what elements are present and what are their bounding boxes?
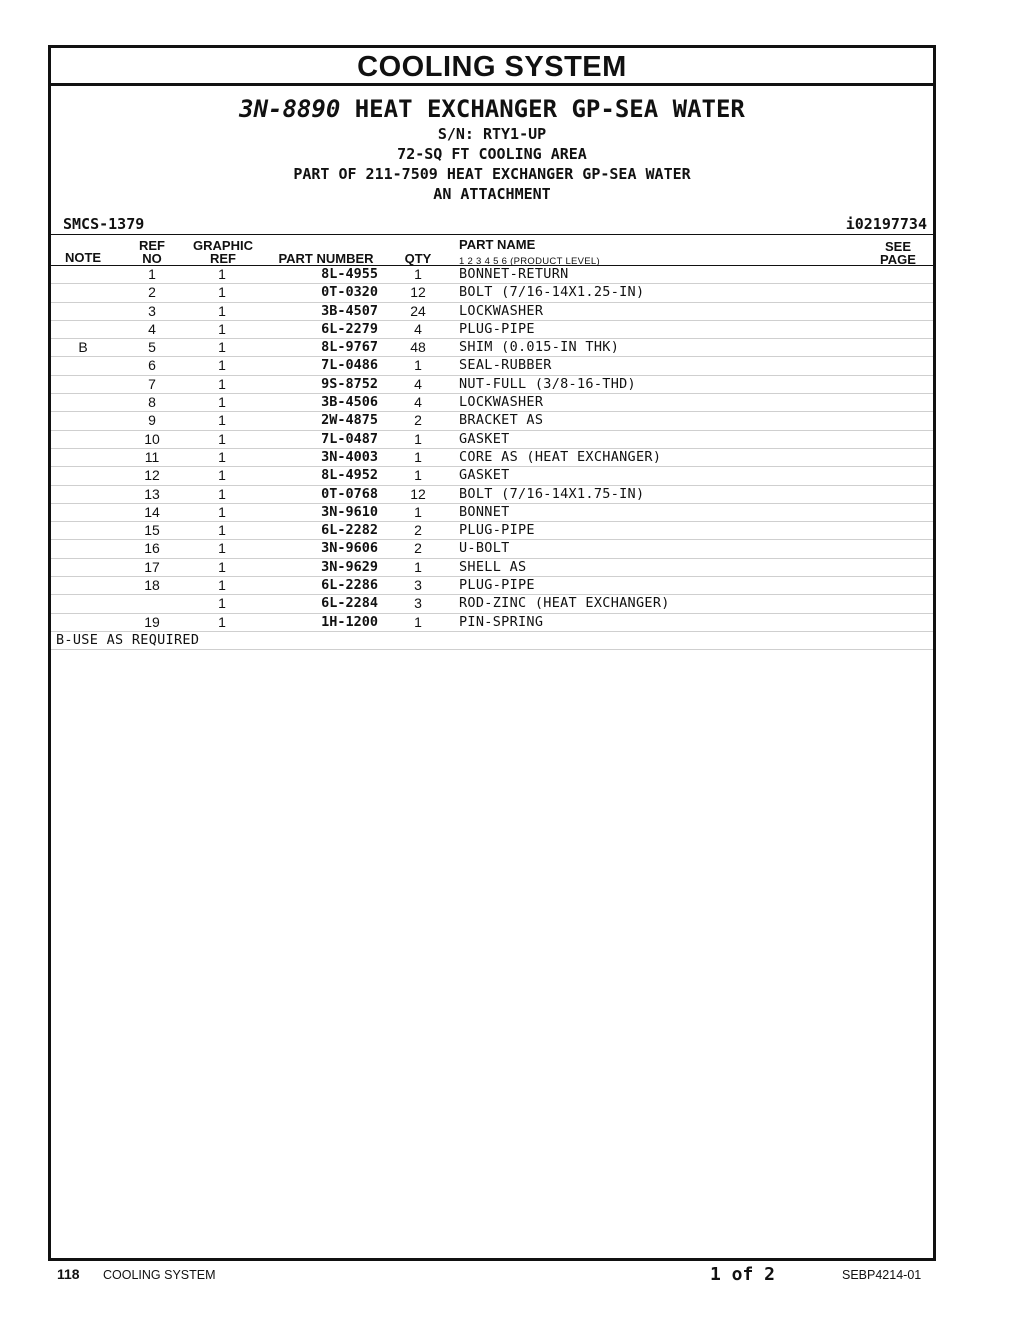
part-name-cell: PLUG-PIPE (459, 320, 535, 337)
footer-document-number: SEBP4214-01 (842, 1268, 922, 1282)
part-name-cell: GASKET (459, 430, 510, 447)
ref-no-cell: 13 (144, 485, 160, 502)
qty-cell: 2 (414, 540, 422, 557)
table-row (51, 577, 933, 595)
graphic-ref-cell: 1 (218, 284, 226, 301)
col-graphic-ref-bottom: REF (210, 251, 236, 266)
graphic-ref-cell: 1 (218, 302, 226, 319)
parts-list (51, 266, 933, 632)
part-number-cell: 6L-2279 (321, 320, 378, 337)
part-name-cell: LOCKWASHER (459, 302, 544, 319)
part-name-cell: PLUG-PIPE (459, 522, 535, 539)
section-title: COOLING SYSTEM (51, 48, 933, 86)
ref-no-cell: 10 (144, 430, 160, 447)
ref-no-cell: 9 (148, 412, 156, 429)
graphic-ref-cell: 1 (218, 540, 226, 557)
group-part-number: 3N-8890 (239, 95, 341, 123)
qty-cell: 1 (414, 467, 422, 484)
part-name-cell: BOLT (7/16-14X1.25-IN) (459, 284, 645, 301)
part-number-cell: 6L-2284 (321, 595, 378, 612)
table-row (51, 339, 933, 357)
ref-no-cell: 12 (144, 467, 160, 484)
part-name-cell: ROD-ZINC (HEAT EXCHANGER) (459, 595, 670, 612)
footer-page-of: 1 of 2 (710, 1264, 776, 1285)
ref-no-cell: 7 (148, 375, 156, 392)
part-name-cell: BOLT (7/16-14X1.75-IN) (459, 485, 645, 502)
qty-cell: 1 (414, 558, 422, 575)
ref-no-cell: 18 (144, 577, 160, 594)
table-row (51, 284, 933, 302)
ref-no-cell: 15 (144, 522, 160, 539)
qty-cell: 48 (410, 339, 426, 356)
col-see-page-top: SEE (884, 239, 911, 254)
part-of-line: PART OF 211-7509 HEAT EXCHANGER GP-SEA WATER (293, 165, 691, 183)
table-row (51, 522, 933, 540)
col-note: NOTE (64, 250, 102, 265)
qty-cell: 24 (410, 302, 426, 319)
part-name-cell: PIN-SPRING (459, 613, 544, 630)
col-part-number: PART NUMBER (278, 251, 374, 266)
part-name-cell: SHIM (0.015-IN THK) (459, 339, 620, 356)
qty-cell: 1 (414, 503, 422, 520)
graphic-ref-cell: 1 (218, 266, 226, 282)
column-header (51, 234, 933, 266)
qty-cell: 1 (414, 448, 422, 465)
part-number-cell: 3N-9629 (321, 558, 378, 575)
part-number-cell: 3B-4506 (321, 394, 378, 411)
graphic-ref-cell: 1 (218, 522, 226, 539)
part-name-cell: SHELL AS (459, 558, 527, 575)
part-name-cell: SEAL-RUBBER (459, 357, 552, 374)
table-row (51, 394, 933, 412)
part-number-cell: 8L-4955 (321, 266, 378, 282)
col-ref-no-bottom: NO (142, 251, 162, 266)
qty-cell: 1 (414, 357, 422, 374)
graphic-ref-cell: 1 (218, 430, 226, 447)
part-name-cell: GASKET (459, 467, 510, 484)
table-row (51, 431, 933, 449)
qty-cell: 1 (414, 430, 422, 447)
footnote: B-USE AS REQUIRED (51, 632, 933, 650)
table-row (51, 595, 933, 613)
part-number-cell: 9S-8752 (321, 375, 378, 392)
table-row (51, 321, 933, 339)
graphic-ref-cell: 1 (218, 394, 226, 411)
graphic-ref-cell: 1 (218, 375, 226, 392)
ref-no-cell: 19 (144, 613, 160, 630)
part-name-cell: NUT-FULL (3/8-16-THD) (459, 375, 636, 392)
graphic-ref-cell: 1 (218, 357, 226, 374)
col-product-levels: 1 2 3 4 5 6 (PRODUCT LEVEL) (459, 256, 600, 267)
qty-cell: 12 (410, 284, 426, 301)
graphic-ref-cell: 1 (218, 577, 226, 594)
col-part-name: PART NAME (459, 237, 536, 252)
graphic-ref-cell: 1 (218, 558, 226, 575)
ref-no-cell: 16 (144, 540, 160, 557)
table-row (51, 540, 933, 558)
part-number-cell: 3B-4507 (321, 302, 378, 319)
qty-cell: 3 (414, 577, 422, 594)
part-name-cell: BRACKET AS (459, 412, 544, 429)
ref-no-cell: 4 (148, 320, 156, 337)
table-row (51, 449, 933, 467)
part-number-cell: 3N-9610 (321, 503, 378, 520)
table-row (51, 559, 933, 577)
qty-cell: 4 (414, 394, 422, 411)
col-graphic-ref-top: GRAPHIC (193, 238, 253, 253)
qty-cell: 2 (414, 522, 422, 539)
table-row (51, 614, 933, 632)
part-name-cell: U-BOLT (459, 540, 510, 557)
page-footer (0, 1264, 1020, 1288)
graphic-ref-cell: 1 (218, 467, 226, 484)
qty-cell: 4 (414, 375, 422, 392)
attachment-line: AN ATTACHMENT (433, 185, 551, 203)
graphic-ref-cell: 1 (218, 320, 226, 337)
graphic-ref-cell: 1 (218, 412, 226, 429)
group-name: HEAT EXCHANGER GP-SEA WATER (354, 95, 745, 123)
qty-cell: 12 (410, 485, 426, 502)
ref-no-cell: 11 (144, 448, 160, 465)
part-number-cell: 2W-4875 (321, 412, 378, 429)
graphic-ref-cell: 1 (218, 448, 226, 465)
part-number-cell: 6L-2282 (321, 522, 378, 539)
ref-no-cell: 6 (148, 357, 156, 374)
part-name-cell: BONNET (459, 503, 510, 520)
note-cell: B (78, 339, 88, 356)
part-number-cell: 3N-4003 (321, 448, 378, 465)
graphic-ref-cell: 1 (218, 503, 226, 520)
part-number-cell: 8L-4952 (321, 467, 378, 484)
identifier-line (51, 212, 933, 234)
table-row (51, 357, 933, 375)
col-qty: QTY (404, 251, 432, 266)
smcs-code: SMCS-1379 (63, 215, 145, 233)
qty-cell: 1 (414, 613, 422, 630)
ref-no-cell: 14 (144, 503, 160, 520)
qty-cell: 1 (414, 266, 422, 282)
part-number-cell: 7L-0486 (321, 357, 378, 374)
ref-no-cell: 8 (148, 394, 156, 411)
part-number-cell: 0T-0768 (321, 485, 378, 502)
ref-no-cell: 1 (148, 266, 156, 282)
table-row (51, 376, 933, 394)
ref-no-cell: 2 (148, 284, 156, 301)
qty-cell: 3 (414, 595, 422, 612)
table-row (51, 303, 933, 321)
group-title (51, 94, 933, 124)
part-number-cell: 7L-0487 (321, 430, 378, 447)
footer-section: COOLING SYSTEM (103, 1268, 216, 1282)
part-name-cell: LOCKWASHER (459, 394, 544, 411)
part-number-cell: 3N-9606 (321, 540, 378, 557)
table-row (51, 412, 933, 430)
col-see-page-bottom: PAGE (880, 252, 916, 267)
ref-no-cell: 17 (144, 558, 160, 575)
graphic-ref-cell: 1 (218, 595, 226, 612)
part-name-cell: BONNET-RETURN (459, 266, 569, 282)
graphic-ref-cell: 1 (218, 339, 226, 356)
part-name-cell: PLUG-PIPE (459, 577, 535, 594)
part-number-cell: 8L-9767 (321, 339, 378, 356)
part-number-cell: 1H-1200 (321, 613, 378, 630)
col-ref-no-top: REF (139, 238, 165, 253)
part-name-cell: CORE AS (HEAT EXCHANGER) (459, 448, 662, 465)
footer-page-number: 118 (57, 1266, 80, 1282)
part-number-cell: 0T-0320 (321, 284, 378, 301)
table-row (51, 486, 933, 504)
illustration-id: i02197734 (845, 215, 927, 233)
ref-no-cell: 3 (148, 302, 156, 319)
table-row (51, 266, 933, 284)
table-row (51, 467, 933, 485)
table-row (51, 504, 933, 522)
ref-no-cell: 5 (148, 339, 156, 356)
qty-cell: 4 (414, 320, 422, 337)
part-number-cell: 6L-2286 (321, 577, 378, 594)
qty-cell: 2 (414, 412, 422, 429)
graphic-ref-cell: 1 (218, 485, 226, 502)
serial-number: S/N: RTY1-UP (437, 125, 547, 143)
page-frame (48, 45, 936, 1261)
cooling-area: 72-SQ FT COOLING AREA (397, 145, 587, 163)
graphic-ref-cell: 1 (218, 613, 226, 630)
